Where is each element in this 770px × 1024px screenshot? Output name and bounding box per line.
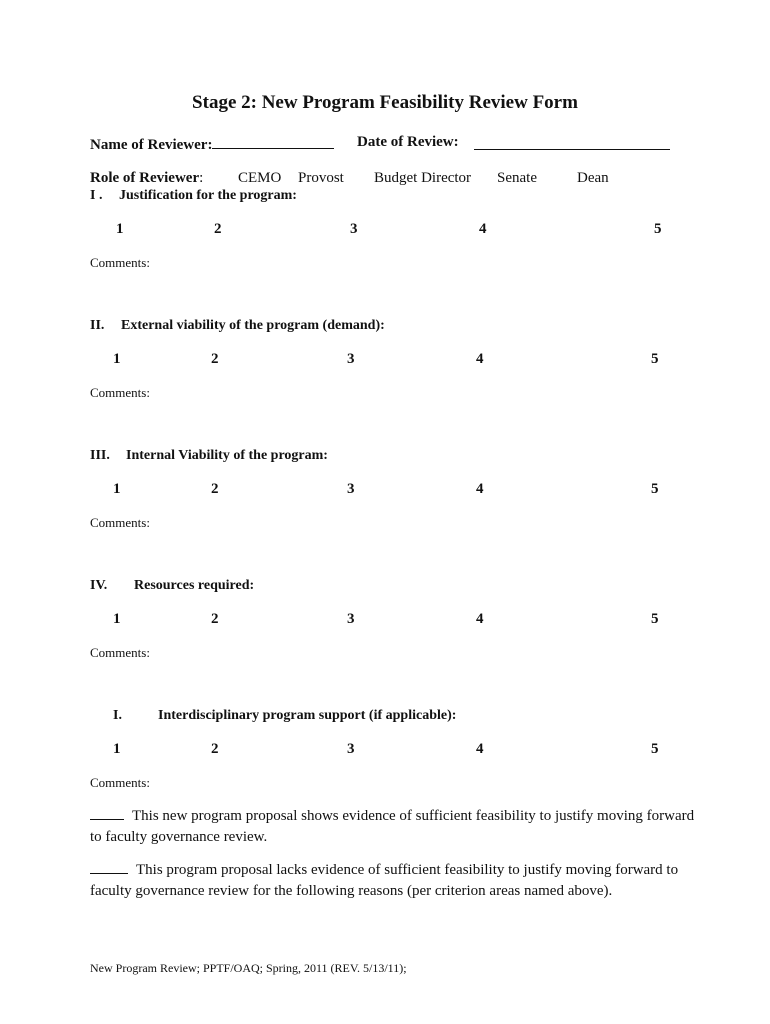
section-2-rating-3[interactable]: 3 bbox=[347, 351, 355, 367]
review-date-label: Date of Review: bbox=[357, 134, 459, 150]
review-date-blank[interactable] bbox=[474, 135, 670, 150]
section-3-rating-2[interactable]: 2 bbox=[211, 481, 219, 497]
footer: New Program Review; PPTF/OAQ; Spring, 2011 (REV. 5/13/11); bbox=[90, 961, 407, 975]
section-5-comments-label: Comments: bbox=[90, 775, 150, 790]
page-title: Stage 2: New Program Feasibility Review Form bbox=[192, 92, 578, 113]
role-option-cemo[interactable]: CEMO bbox=[238, 170, 282, 186]
section-2-rating-2[interactable]: 2 bbox=[211, 351, 219, 367]
section-4-rating-1[interactable]: 1 bbox=[113, 611, 121, 627]
approve-statement-text: This new program proposal shows evidence of sufficient feasibility to justify moving forward to faculty governance review. bbox=[90, 808, 695, 845]
section-3-rating-1[interactable]: 1 bbox=[113, 481, 121, 497]
section-2-rating-4[interactable]: 4 bbox=[476, 351, 484, 367]
section-4-title: Resources required: bbox=[134, 578, 255, 593]
section-3-comments-label: Comments: bbox=[90, 515, 150, 530]
reviewer-name-blank[interactable] bbox=[212, 134, 334, 149]
section-2-title: External viability of the program (demand): bbox=[121, 318, 385, 333]
review-date-field[interactable] bbox=[357, 134, 459, 151]
section-2-rating-5[interactable]: 5 bbox=[651, 351, 659, 367]
role-option-provost[interactable]: Provost bbox=[298, 170, 344, 186]
section-3-rating-3[interactable]: 3 bbox=[347, 481, 355, 497]
role-option-senate[interactable]: Senate bbox=[497, 170, 537, 186]
reviewer-name-label: Name of Reviewer: bbox=[90, 137, 213, 153]
section-1-rating-3[interactable]: 3 bbox=[350, 221, 358, 237]
section-5-rating-4[interactable]: 4 bbox=[476, 741, 484, 757]
section-4-rating-4[interactable]: 4 bbox=[476, 611, 484, 627]
section-1-rating-4[interactable]: 4 bbox=[479, 221, 487, 237]
section-3-numeral: III. bbox=[90, 448, 110, 463]
section-1-rating-2[interactable]: 2 bbox=[214, 221, 222, 237]
section-5-rating-5[interactable]: 5 bbox=[651, 741, 659, 757]
section-5-rating-2[interactable]: 2 bbox=[211, 741, 219, 757]
section-2-numeral: II. bbox=[90, 318, 105, 333]
section-4-numeral: IV. bbox=[90, 578, 108, 593]
section-1-comments-label: Comments: bbox=[90, 255, 150, 270]
section-5-numeral: I. bbox=[113, 708, 122, 723]
approve-statement bbox=[90, 806, 695, 848]
reject-statement-text: This program proposal lacks evidence of sufficient feasibility to justify moving forward to faculty governance review for the following reasons (per criterion areas named above). bbox=[90, 862, 679, 899]
section-5-rating-1[interactable]: 1 bbox=[113, 741, 121, 757]
section-5-title: Interdisciplinary program support (if applicable): bbox=[158, 708, 457, 723]
section-1-title: Justification for the program: bbox=[119, 188, 297, 203]
section-4-rating-2[interactable]: 2 bbox=[211, 611, 219, 627]
reject-checkbox-blank[interactable] bbox=[90, 860, 128, 874]
section-5-rating-3[interactable]: 3 bbox=[347, 741, 355, 757]
role-option-dean[interactable]: Dean bbox=[577, 170, 609, 186]
section-3-title: Internal Viability of the program: bbox=[126, 448, 328, 463]
section-2-comments-label: Comments: bbox=[90, 385, 150, 400]
section-1-rating-5[interactable]: 5 bbox=[654, 221, 662, 237]
section-1-numeral: I . bbox=[90, 188, 103, 203]
section-2-rating-1[interactable]: 1 bbox=[113, 351, 121, 367]
section-4-rating-3[interactable]: 3 bbox=[347, 611, 355, 627]
role-label: Role of Reviewer: bbox=[90, 170, 204, 186]
role-option-budget-director[interactable]: Budget Director bbox=[374, 170, 472, 186]
section-1-rating-1[interactable]: 1 bbox=[116, 221, 124, 237]
reject-statement bbox=[90, 860, 695, 902]
section-4-rating-5[interactable]: 5 bbox=[651, 611, 659, 627]
section-4-comments-label: Comments: bbox=[90, 645, 150, 660]
reviewer-name-field[interactable] bbox=[90, 134, 334, 154]
section-3-rating-5[interactable]: 5 bbox=[651, 481, 659, 497]
section-3-rating-4[interactable]: 4 bbox=[476, 481, 484, 497]
approve-checkbox-blank[interactable] bbox=[90, 806, 124, 820]
